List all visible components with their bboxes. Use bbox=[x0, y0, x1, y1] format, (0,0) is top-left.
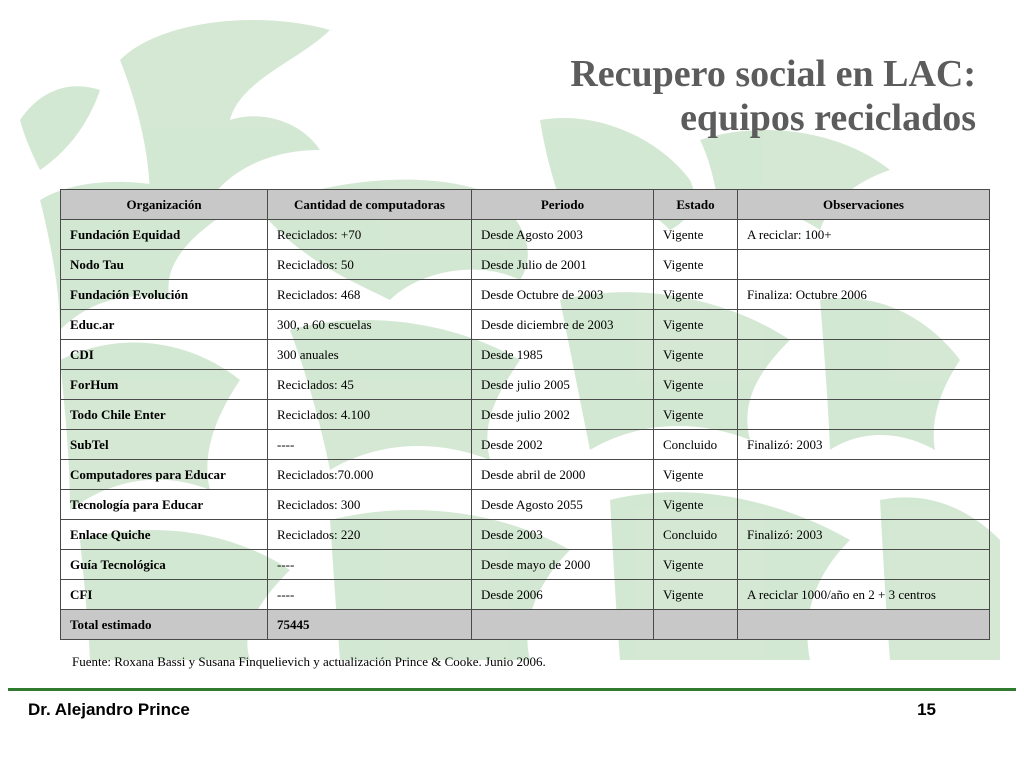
cell-observaciones bbox=[738, 550, 990, 580]
total-label: Total estimado bbox=[61, 610, 268, 640]
recycling-table bbox=[60, 189, 990, 640]
cell-observaciones: A reciclar 1000/año en 2 + 3 centros bbox=[738, 580, 990, 610]
cell-estado: Vigente bbox=[654, 580, 738, 610]
cell-observaciones: A reciclar: 100+ bbox=[738, 220, 990, 250]
cell-observaciones bbox=[738, 490, 990, 520]
cell-estado: Vigente bbox=[654, 340, 738, 370]
table-row bbox=[61, 370, 990, 400]
table-row bbox=[61, 580, 990, 610]
cell-cantidad: ---- bbox=[268, 430, 472, 460]
cell-cantidad: Reciclados: 468 bbox=[268, 280, 472, 310]
page-number: 15 bbox=[917, 700, 936, 719]
title-line-2: equipos reciclados bbox=[680, 97, 976, 139]
table-row bbox=[61, 310, 990, 340]
cell-periodo: Desde Agosto 2055 bbox=[472, 490, 654, 520]
total-value: 75445 bbox=[268, 610, 472, 640]
cell-organizacion: Tecnología para Educar bbox=[61, 490, 268, 520]
cell-cantidad: ---- bbox=[268, 550, 472, 580]
cell-observaciones bbox=[738, 250, 990, 280]
cell-periodo: Desde Agosto 2003 bbox=[472, 220, 654, 250]
cell-organizacion: Educ.ar bbox=[61, 310, 268, 340]
cell-cantidad: ---- bbox=[268, 580, 472, 610]
column-header-observaciones: Observaciones bbox=[738, 190, 990, 220]
cell-observaciones bbox=[738, 400, 990, 430]
cell-periodo: Desde julio 2002 bbox=[472, 400, 654, 430]
cell-estado: Vigente bbox=[654, 310, 738, 340]
cell-organizacion: Computadores para Educar bbox=[61, 460, 268, 490]
table-row bbox=[61, 220, 990, 250]
cell-organizacion: Enlace Quiche bbox=[61, 520, 268, 550]
cell-organizacion: CDI bbox=[61, 340, 268, 370]
cell-estado: Vigente bbox=[654, 400, 738, 430]
table-row bbox=[61, 430, 990, 460]
cell-observaciones: Finalizó: 2003 bbox=[738, 430, 990, 460]
footer-divider bbox=[8, 688, 1016, 691]
cell-organizacion: SubTel bbox=[61, 430, 268, 460]
cell-observaciones bbox=[738, 310, 990, 340]
table-total-row bbox=[61, 610, 990, 640]
cell-cantidad: Reciclados: 300 bbox=[268, 490, 472, 520]
cell-cantidad: 300 anuales bbox=[268, 340, 472, 370]
cell-estado: Vigente bbox=[654, 280, 738, 310]
column-header-estado: Estado bbox=[654, 190, 738, 220]
cell-estado: Vigente bbox=[654, 460, 738, 490]
cell-estado: Vigente bbox=[654, 220, 738, 250]
cell-organizacion: Fundación Evolución bbox=[61, 280, 268, 310]
table-row bbox=[61, 550, 990, 580]
cell-periodo: Desde julio 2005 bbox=[472, 370, 654, 400]
cell-cantidad: Reciclados: 50 bbox=[268, 250, 472, 280]
cell-estado: Concluido bbox=[654, 430, 738, 460]
table-row bbox=[61, 280, 990, 310]
cell-cantidad: Reciclados: 45 bbox=[268, 370, 472, 400]
cell-observaciones: Finalizó: 2003 bbox=[738, 520, 990, 550]
cell-periodo: Desde Octubre de 2003 bbox=[472, 280, 654, 310]
cell-estado: Concluido bbox=[654, 520, 738, 550]
cell-estado: Vigente bbox=[654, 550, 738, 580]
table-row bbox=[61, 490, 990, 520]
column-header-cantidad: Cantidad de computadoras bbox=[268, 190, 472, 220]
cell-organizacion: Todo Chile Enter bbox=[61, 400, 268, 430]
cell-organizacion: Fundación Equidad bbox=[61, 220, 268, 250]
slide-title bbox=[276, 52, 976, 140]
source-note: Fuente: Roxana Bassi y Susana Finquelievich y actualización Prince & Cooke. Junio 2006. bbox=[72, 654, 546, 669]
cell-observaciones: Finaliza: Octubre 2006 bbox=[738, 280, 990, 310]
cell-observaciones bbox=[738, 340, 990, 370]
table-row bbox=[61, 460, 990, 490]
cell-periodo: Desde 2006 bbox=[472, 580, 654, 610]
cell-organizacion: ForHum bbox=[61, 370, 268, 400]
cell-cantidad: Reciclados: +70 bbox=[268, 220, 472, 250]
cell-periodo: Desde 1985 bbox=[472, 340, 654, 370]
cell-estado: Vigente bbox=[654, 370, 738, 400]
cell-periodo: Desde abril de 2000 bbox=[472, 460, 654, 490]
total-empty-cell bbox=[472, 610, 654, 640]
cell-observaciones bbox=[738, 370, 990, 400]
column-header-periodo: Periodo bbox=[472, 190, 654, 220]
cell-cantidad: Reciclados:70.000 bbox=[268, 460, 472, 490]
total-empty-cell bbox=[654, 610, 738, 640]
cell-cantidad: 300, a 60 escuelas bbox=[268, 310, 472, 340]
cell-organizacion: Nodo Tau bbox=[61, 250, 268, 280]
title-line-1: Recupero social en LAC: bbox=[570, 53, 976, 95]
footer-author: Dr. Alejandro Prince bbox=[28, 700, 190, 719]
cell-periodo: Desde 2002 bbox=[472, 430, 654, 460]
cell-organizacion: Guía Tecnológica bbox=[61, 550, 268, 580]
table-row bbox=[61, 250, 990, 280]
cell-cantidad: Reciclados: 4.100 bbox=[268, 400, 472, 430]
table-row bbox=[61, 400, 990, 430]
table-row bbox=[61, 340, 990, 370]
cell-estado: Vigente bbox=[654, 490, 738, 520]
cell-estado: Vigente bbox=[654, 250, 738, 280]
cell-cantidad: Reciclados: 220 bbox=[268, 520, 472, 550]
cell-periodo: Desde mayo de 2000 bbox=[472, 550, 654, 580]
cell-periodo: Desde 2003 bbox=[472, 520, 654, 550]
cell-observaciones bbox=[738, 460, 990, 490]
table-row bbox=[61, 520, 990, 550]
cell-organizacion: CFI bbox=[61, 580, 268, 610]
column-header-organizacion: Organización bbox=[61, 190, 268, 220]
table-header-row bbox=[61, 190, 990, 220]
cell-periodo: Desde diciembre de 2003 bbox=[472, 310, 654, 340]
cell-periodo: Desde Julio de 2001 bbox=[472, 250, 654, 280]
total-empty-cell bbox=[738, 610, 990, 640]
